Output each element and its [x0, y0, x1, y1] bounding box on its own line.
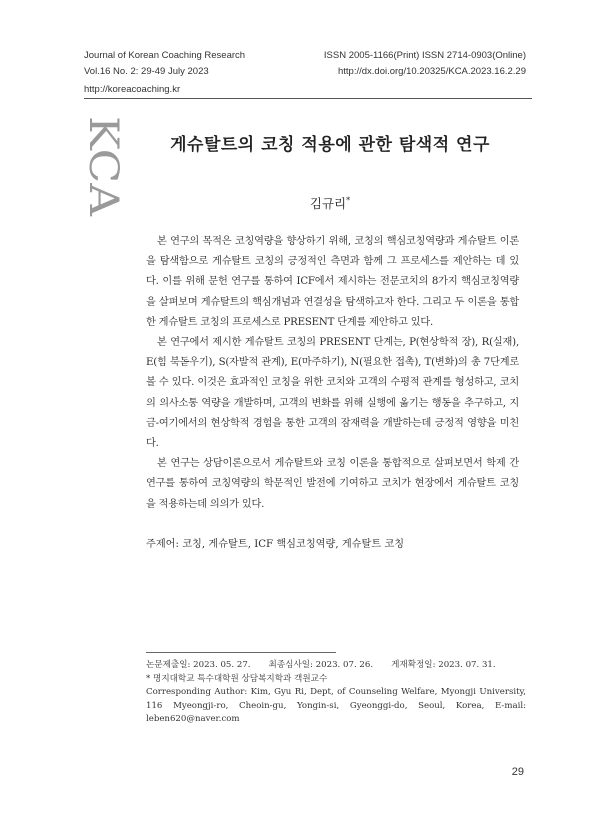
keywords: 주제어: 코칭, 게슈탈트, ICF 핵심코칭역량, 게슈탈트 코칭 [146, 539, 405, 550]
submission-dates [146, 659, 526, 673]
received-date: 논문제출일: 2023. 05. 27. [146, 660, 251, 670]
author [150, 194, 510, 212]
paper-title: 게슈탈트의 코칭 적용에 관한 탐색적 연구 [170, 135, 490, 155]
page-number: 29 [511, 766, 524, 778]
footnote-rule [146, 652, 336, 653]
issn: ISSN 2005-1166(Print) ISSN 2714-0903(Online) [323, 50, 526, 61]
footnote [146, 659, 526, 727]
abstract-paragraph-1: 본 연구의 목적은 코칭역량을 향상하기 위해, 코칭의 핵심코칭역량과 게슈탈트 이론을 탐색함으로 게슈탈트 코칭의 긍정적인 측면과 함께 그 프로세스를 제안하는 데 있다. 이를 위해 문헌 연구를 통하여 ICF에서 제시하는 전문코치의 8가지 핵심코칭역량을 살펴보며 게슈탈트의 핵심개념과 연결성을 탐색하고자 한다. 그리고 두 이론을 통합한 게슈탈트 코칭의 프로세스로 PRESENT 단계를 제안하고 있다. [146, 236, 519, 328]
kca-logo-text: KCA [80, 116, 126, 205]
abstract-paragraph-2: 본 연구에서 제시한 게슈탈트 코칭의 PRESENT 단계는, P(현상학적 장), R(실재), E(힘 북돋우기), S(자발적 관계), E(마주하기), N(필요한 접촉), T(변화)의 총 7단계로 볼 수 있다. 이것은 효과적인 코칭을 위한 코치와 고객의 수평적 관계를 형성하고, 코치의 의사소통 역량을 개발하며, 고객의 변화를 위해 실행에 옮기는 행동을 추구하고, 지금-여기에서의 현상학적 경험을 통한 고객의 잠재력을 개발하는데 긍정적 영향을 미친다. [146, 337, 519, 450]
journal-info [84, 48, 245, 80]
journal-url[interactable]: http://koreacoaching.kr [84, 84, 181, 95]
author-mark: * [346, 195, 351, 205]
volume-info: Vol.16 No. 2: 29-49 July 2023 [84, 66, 209, 77]
journal-name: Journal of Korean Coaching Research [84, 50, 246, 61]
affiliation: * 명지대학교 특수대학원 상담복지학과 객원교수 [146, 673, 328, 684]
corresponding-author: Corresponding Author: Kim, Gyu Ri, Dept, of Counseling Welfare, Myongji University, 116 Myeongji-ro, Cheoin-gu, Yongin-si, Gyeonggi-do, Seoul, Korea, E-mail: leben620@naver.com [146, 687, 526, 724]
revised-date: 최종심사일: 2023. 07. 26. [268, 660, 374, 670]
issn-info [324, 48, 526, 80]
doi-link[interactable]: http://dx.doi.org/10.20325/KCA.2023.16.2.29 [337, 66, 526, 77]
kca-logo [80, 112, 126, 218]
author-name: 김규리 [309, 196, 347, 211]
abstract [146, 232, 519, 515]
header-rule [84, 98, 532, 99]
abstract-paragraph-3: 본 연구는 상담이론으로서 게슈탈트와 코칭 이론을 통합적으로 살펴보면서 학제 간 연구를 통하여 코칭역량의 학문적인 발전에 기여하고 코치가 현장에서 게슈탈트 코칭을 적용하는데 의의가 있다. [146, 458, 519, 510]
accepted-date: 게재확정일: 2023. 07. 31. [391, 660, 496, 670]
